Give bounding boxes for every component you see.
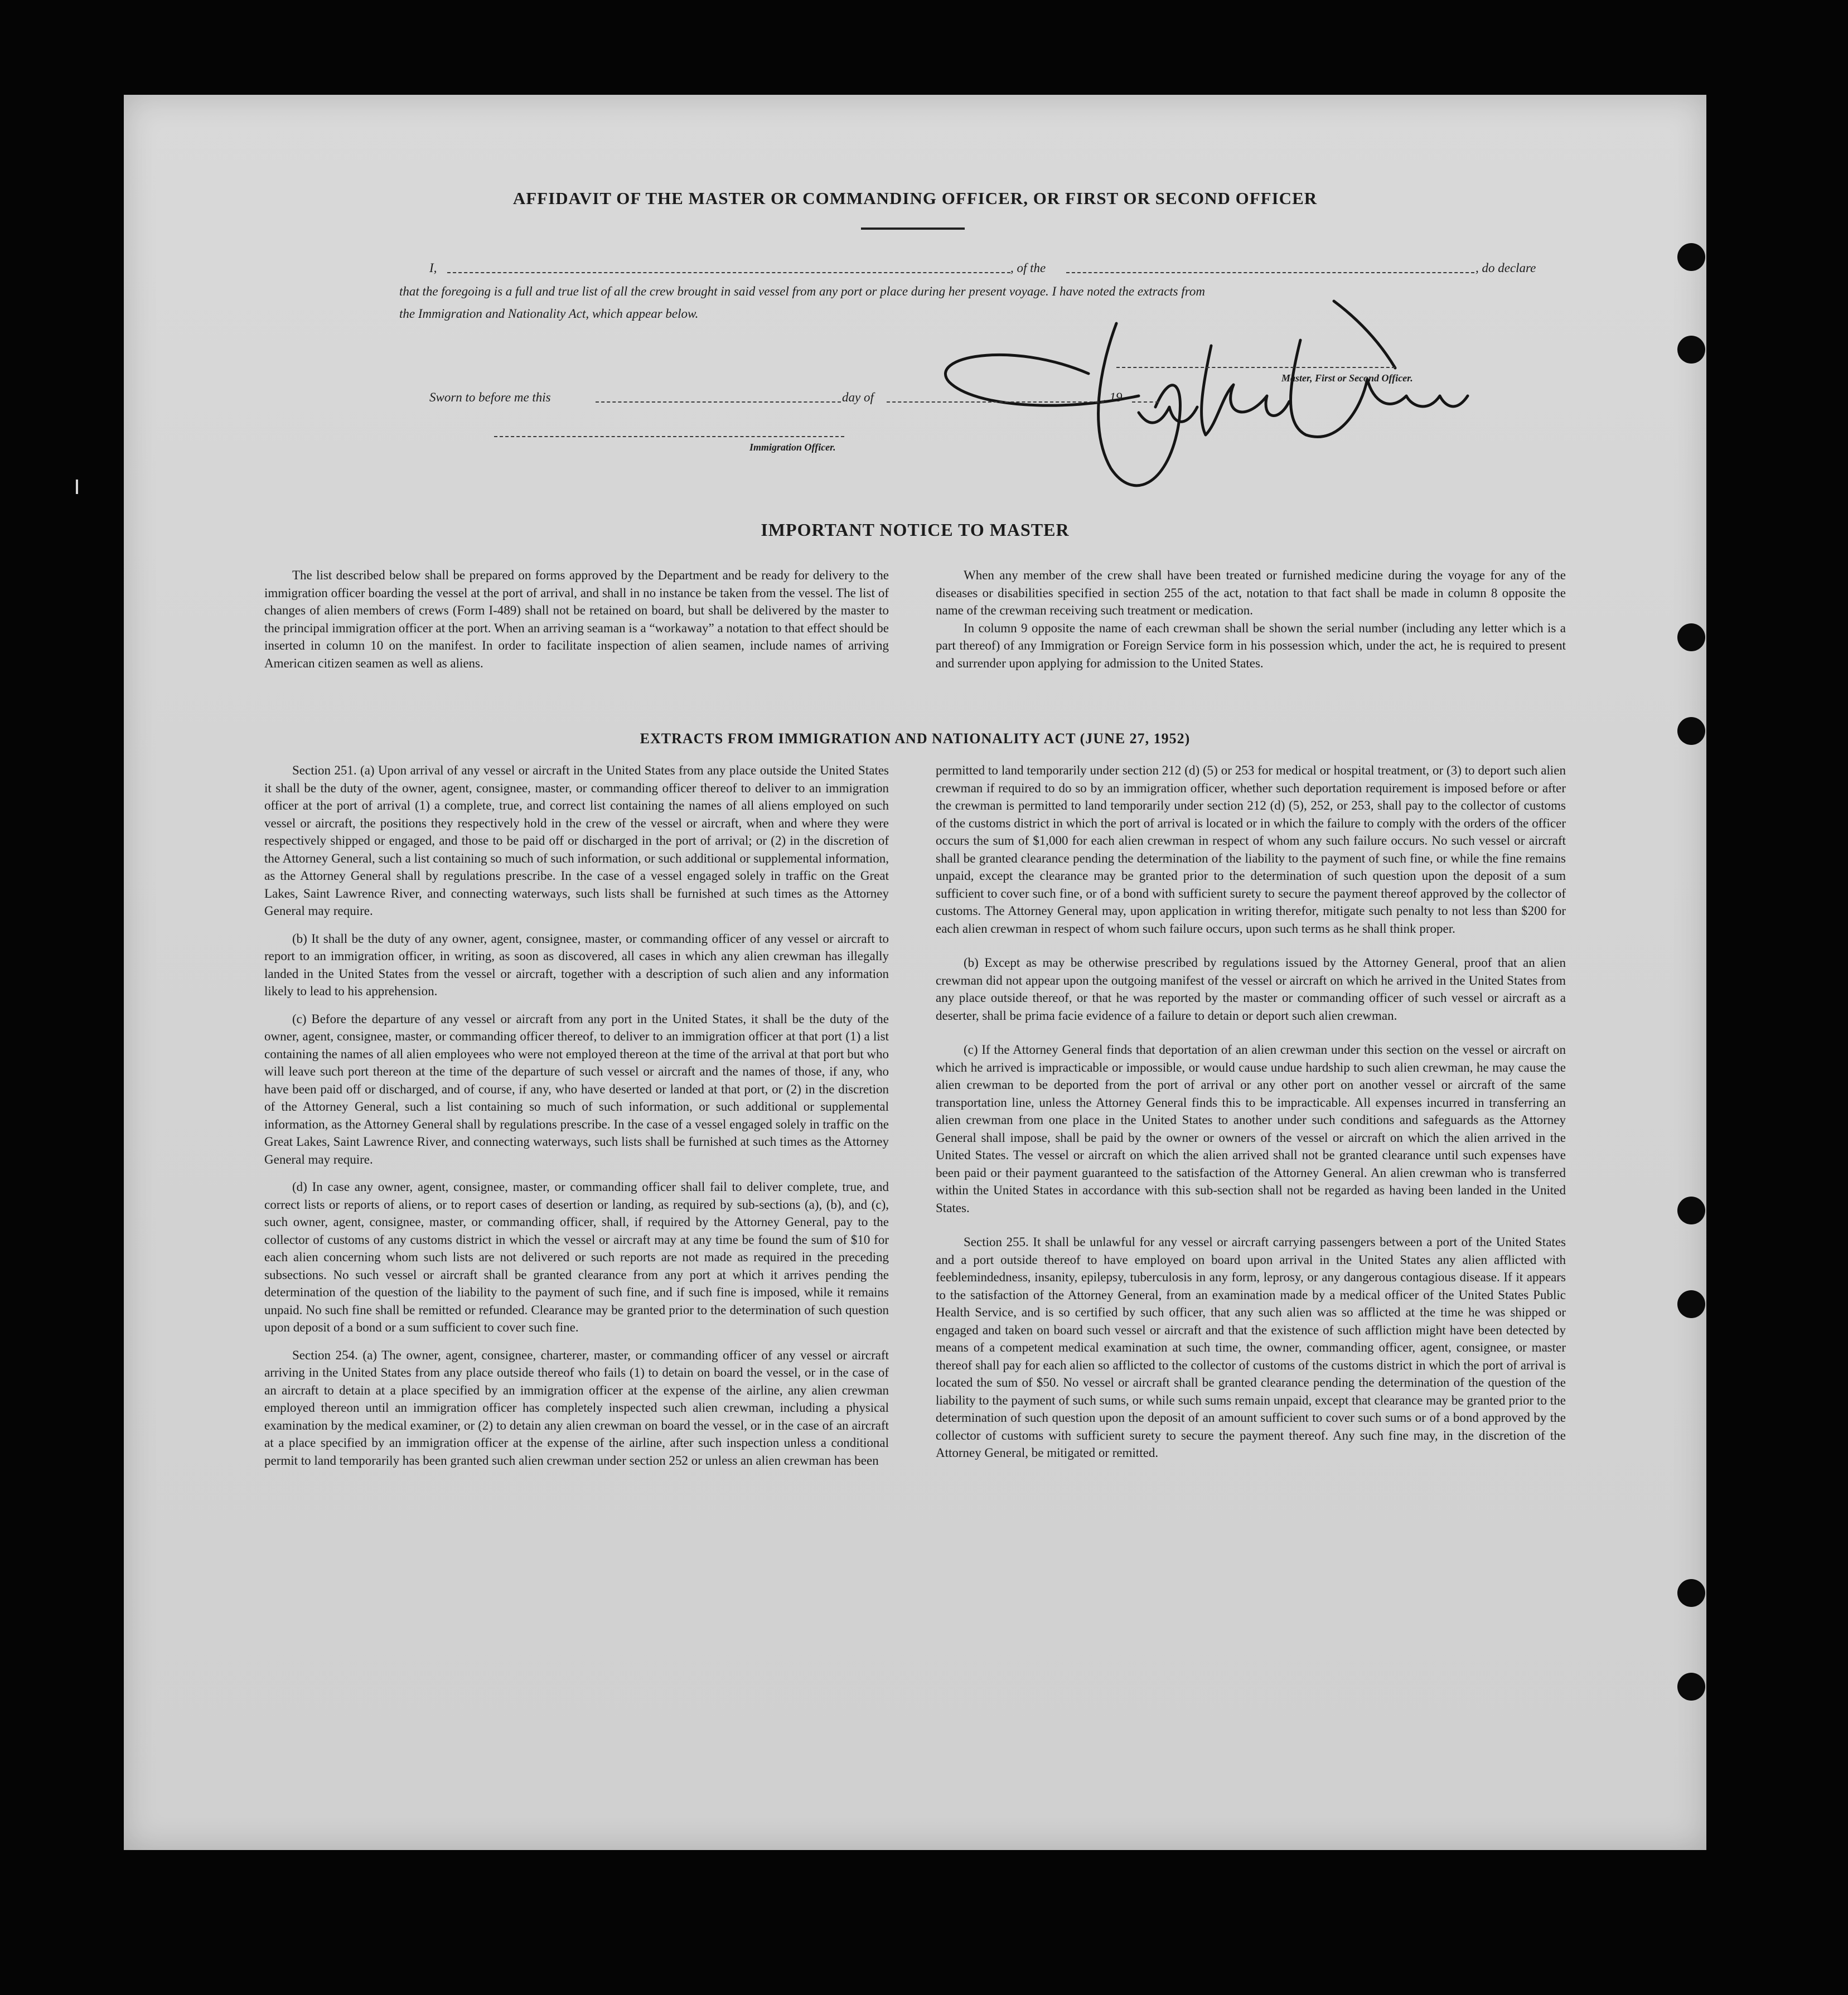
binder-hole: [1677, 1197, 1705, 1224]
vessel-name-blank[interactable]: [1066, 272, 1474, 273]
act-section-paragraph: (c) If the Attorney General finds that deportation of an alien crewman under this section on the vessel or aircraft on which he arrived is impracticable or impossible, or would cause undue hardship to such alien crewman, he may cause the alien crewman to be deported from the port of arrival or any other port on another vessel or aircraft of the same transportation line, unless the Attorney General finds this to be impracticable. All expenses incurred in transferring an alien crewman from one place in the United States to another under such conditions and safeguards as the Attorney General shall impose, shall be paid by the owner or owners of the vessel or aircraft on which the alien arrived in the United States. The vessel or aircraft on which the alien arrived shall not be granted clearance until such expenses have been paid or their payment guaranteed to the satisfaction of the Attorney General. An alien crewman who is transferred within the United States in accordance with this sub-section shall not be regarded as having been landed in the United States.: [936, 1043, 1566, 1215]
declare-line-mid: , of the: [1010, 261, 1046, 275]
extracts-title: EXTRACTS FROM IMMIGRATION AND NATIONALITY ACT (JUNE 27, 1952): [640, 730, 1191, 747]
act-section-paragraph: (b) Except as may be otherwise prescribed by regulations issued by the Attorney General, proof that an alien crewman did not appear upon the outgoing manifest of the vessel or aircraft on which he arrived in the United States from any place outside thereof, or that he was reported by the master or commanding officer of such vessel or aircraft as a deserter, shall be prima facie evidence of a failure to detain or deport such alien crewman.: [936, 956, 1566, 1023]
binder-hole: [1677, 243, 1705, 271]
declare-line-end: , do declare: [1476, 261, 1536, 275]
notice-paragraph: The list described below shall be prepared on forms approved by the Department and be ready for delivery to the immigration officer boarding the vessel at the port of arrival, and shall in no instance be taken from the vessel. The list of changes of alien members of crews (Form I-489) shall not be retained on board, but shall be delivered by the master to the principal immigration officer at the port. When an arriving seaman is a “workaway” a notation to that effect should be inserted in column 10 on the manifest. In order to facilitate inspection of alien seamen, include names of arriving American citizen seamen as well as aliens.: [264, 568, 889, 670]
declare-line-start: I,: [429, 261, 437, 275]
binder-hole: [1677, 1290, 1705, 1318]
binder-hole: [1677, 623, 1705, 651]
affidavit-title: AFFIDAVIT OF THE MASTER OR COMMANDING OFFICER, OR FIRST OR SECOND OFFICER: [512, 188, 1318, 208]
binder-hole: [1677, 336, 1705, 364]
act-section-paragraph: (d) In case any owner, agent, consignee, master, or commanding officer shall fail to deliver complete, true, and correct lists or reports of aliens, or to report cases of desertion or landing, as required by sub-sections (a), (b), and (c), such owner, agent, consignee, master, or commanding officer, shall, if required by the Attorney General, pay to the collector of customs of any customs district in which the vessel or aircraft may at any time be found the sum of $10 for each alien concerning whom such lists are not delivered or such reports are not made as required in the preceding subsections. No such vessel or aircraft shall be granted clearance from any port at which it arrives pending the determination of the question of the liability to the payment of such fine, and if such fine is imposed, while it remains unpaid. No such fine shall be remitted or refunded. Clearance may be granted prior to the determination of such question upon deposit of a bond or a sum sufficient to cover such fine.: [264, 1180, 889, 1334]
master-signature-blank[interactable]: [1116, 367, 1395, 368]
master-caption: Master, First or Second Officer.: [1281, 372, 1413, 384]
act-section-paragraph: Section 255. It shall be unlawful for any vessel or aircraft carrying passengers between a port of the United States and a port outside thereof to have employed on board upon arrival in the United States any alien afflicted with feeblemindedness, insanity, epilepsy, tuberculosis in any form, leprosy, or any dangerous contagious disease. If it appears to the satisfaction of the Attorney General, from an examination made by a medical officer of the United States Public Health Service, and is so certified by such officer, that any such alien was so afflicted at the time he was shipped or engaged and taken on board such vessel or aircraft and that the existence of such affliction might have been detected by means of a competent medical examination at such time, the owner, commanding officer, agent, consignee, or master thereof shall pay for each alien so afflicted to the collector of customs of the customs district in which the port of arrival is located the sum of $50. No vessel or aircraft shall be granted clearance pending the determination of the question of the liability to the payment of such sums, or while such sums remain unpaid, except that clearance may be granted prior to the determination of such question upon the deposit of an amount sufficient to cover such sums or of a bond approved by the collector of customs with sufficient surety to secure the payment thereof. Any such fine may, in the discretion of the Attorney General, be mitigated or remitted.: [936, 1235, 1566, 1460]
scan-speck: [1612, 125, 1645, 127]
binder-hole: [1677, 1673, 1705, 1701]
form-page: [124, 95, 1706, 1850]
extracts-left-column: [264, 762, 889, 1469]
binder-hole: [1677, 1579, 1705, 1607]
notice-paragraph: When any member of the crew shall have been treated or furnished medicine during the voyage for any of the diseases or disabilities specified in section 255 of the act, notation to that fact shall be made in column 8 opposite the name of the crewman receiving such treatment or medication.: [936, 568, 1566, 617]
notice-paragraph: In column 9 opposite the name of each crewman shall be shown the serial number (including any letter which is a part thereof) of any Immigration or Foreign Service form in his possession which, under the act, he is required to present and surrender upon applying for admission to the United States.: [936, 621, 1566, 670]
handwritten-signature: [877, 284, 1490, 530]
extracts-right-column: [936, 762, 1566, 1462]
act-section-paragraph: (b) It shall be the duty of any owner, agent, consignee, master, or commanding officer of any vessel or aircraft to report to an immigration officer, in writing, as soon as discovered, all cases in which any alien crewman has illegally landed in the United States from the vessel or aircraft, together with a description of such alien and any information likely to lead to his apprehension.: [264, 931, 889, 998]
act-section-paragraph: (c) Before the departure of any vessel or aircraft from any port in the United States, it shall be the duty of the owner, agent, consignee, master, or commanding officer thereof, to deliver to an immigration officer at that port (1) a list containing the names of all alien employees who were not employed thereon at the time of the arrival at that port but who will leave such port thereon at the time of the departure of such vessel or aircraft and the names of those, if any, who have been paid off or discharged, and of course, if any, who have deserted or landed at that port, or (2) in the discretion of the Attorney General, such a list containing so much of such information, or such additional or supplemental information, as the Attorney General shall by regulations prescribe. In the case of a vessel engaged solely in traffic on the Great Lakes, Saint Lawrence River, and connecting waterways, such lists shall be furnished at such times as the Attorney General may require.: [264, 1011, 889, 1166]
scan-speck: [76, 480, 78, 494]
master-name-blank[interactable]: [447, 272, 1010, 273]
declare-line-3: the Immigration and Nationality Act, which appear below.: [399, 307, 699, 321]
sworn-year-label: , 19: [1103, 390, 1123, 404]
notice-left-column: [264, 566, 889, 672]
sworn-year-blank[interactable]: [1132, 401, 1159, 403]
immigration-officer-blank[interactable]: [494, 436, 844, 437]
act-section-paragraph: Section 251. (a) Upon arrival of any vessel or aircraft in the United States from any place outside the United States it shall be the duty of the owner, agent, consignee, master, or commanding officer thereof to deliver to an immigration officer at the port of arrival (1) a complete, true, and correct list containing the names of all aliens employed on such vessel or aircraft, the positions they respectively hold in the crew of the vessel or aircraft, when and where they were respectively shipped or engaged, and those to be paid off or discharged in the port of arrival; or (2) in the discretion of the Attorney General, such a list containing so much of such information, or such additional or supplemental information, as the Attorney General shall by regulations prescribe. In the case of a vessel engaged solely in traffic on the Great Lakes, Saint Lawrence River, and connecting waterways, such lists shall be furnished at such times as the Attorney General may require.: [264, 763, 889, 918]
act-section-paragraph: Section 254. (a) The owner, agent, consignee, charterer, master, or commanding officer of any vessel or aircraft arriving in the United States from any place outside thereof who fails (1) to detain on board the vessel, or in the case of an aircraft to detain at a place specified by an immigration officer at the expense of the airline, any alien crewman employed thereon until an immigration officer has completely inspected such alien crewman, including a physical examination by the medical examiner, or (2) to detain any alien crewman on board the vessel, or in the case of an aircraft at a place specified by an immigration officer at the expense of the airline, after such inspection unless a conditional permit to land temporarily has been granted such alien crewman under section 252 or unless an alien crewman has been: [264, 1348, 889, 1468]
sworn-day-blank[interactable]: [596, 401, 841, 403]
sworn-month-blank[interactable]: [887, 401, 1104, 403]
notice-title: IMPORTANT NOTICE TO MASTER: [761, 520, 1070, 540]
act-section-paragraph: permitted to land temporarily under section 212 (d) (5) or 253 for medical or hospital treatment, or (3) to deport such alien crewman if required to do so by an immigration officer, whether such deportation requirement is imposed before or after the crewman is permitted to land temporarily under section 212 (d) (5), 252, or 253, shall pay to the collector of customs of the customs district in which the port of arrival is located or in which the failure to comply with the orders of the officer occurs the sum of $1,000 for each alien crewman in respect of whom any such failure occurs. No such vessel or aircraft shall be granted clearance pending the determination of the liability to the payment of such fine, or while the fine remains unpaid, except the clearance may be granted prior to the determination of such question upon the deposit of a sum sufficient to cover such fine, or of a bond with sufficient surety to secure the payment thereof approved by the collector of customs. The Attorney General may, upon application in writing therefor, mitigate such penalty to not less than $200 for each alien crewman in respect of whom such failure occurs, upon such terms as he shall think proper.: [936, 763, 1566, 936]
sworn-label: Sworn to before me this: [429, 390, 551, 404]
title-divider: [861, 227, 965, 230]
sworn-day-label: day of: [842, 390, 874, 404]
declare-line-2: that the foregoing is a full and true list of all the crew brought in said vessel from any port or place during her present voyage. I have noted the extracts from: [399, 284, 1205, 298]
notice-right-column: [936, 566, 1566, 672]
officer-caption: Immigration Officer.: [749, 442, 836, 453]
